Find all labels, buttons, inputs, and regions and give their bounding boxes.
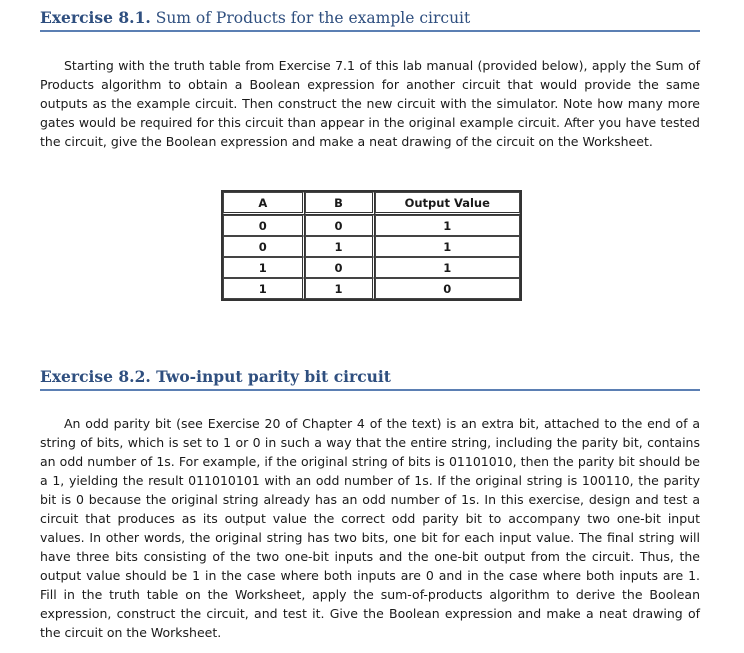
cell-a: 1 [223, 278, 305, 299]
truth-table-header-row [223, 192, 520, 215]
exercise-8-2-paragraph [40, 414, 700, 642]
exercise-8-1-heading [40, 8, 700, 32]
table-row [223, 278, 520, 299]
cell-output: 1 [375, 257, 521, 278]
cell-output: 1 [375, 236, 521, 257]
cell-b: 0 [305, 215, 375, 236]
exercise-8-1-body: Starting with the truth table from Exercise 7.1 of this lab manual (provided below), apply the Sum of Products algorithm to obtain a Boolean expression for another circuit that would provide the same outputs as the example circuit. Then construct the new circuit with the simulator. Note how many more gates would be required for this circuit than appear in the original example circuit. After you have tested the circuit, give the Boolean expression and make a neat drawing of the circuit on the Worksheet. [40, 58, 700, 149]
cell-a: 0 [223, 215, 305, 236]
table-row [223, 236, 520, 257]
cell-output: 0 [375, 278, 521, 299]
cell-output: 1 [375, 215, 521, 236]
column-header-output: Output Value [375, 192, 521, 215]
exercise-8-2-body: An odd parity bit (see Exercise 20 of Chapter 4 of the text) is an extra bit, attached to the end of a string of bits, which is set to 1 or 0 in such a way that the entire string, including the parity bit, contains an odd number of 1s. For example, if the original string of bits is 01101010, then the parity bit should be a 1, yielding the result 011010101 with an odd number of 1s. If the original string is 100110, the parity bit is 0 because the original string already has an odd number of 1s. In this exercise, design and test a circuit that produces as its output value the correct odd parity bit to accompany two one-bit input values. In other words, the original string has two bits, one bit for each input value. The final string will have three bits consisting of the two one-bit inputs and the one-bit output from the circuit. Thus, the output value should be 1 in the case where both inputs are 0 and in the case where both inputs are 1. Fill in the truth table on the Worksheet, apply the sum-of-products algorithm to derive the Boolean expression, construct the circuit, and test it. Give the Boolean expression and make a neat drawing of the circuit on the Worksheet. [40, 416, 700, 640]
table-row [223, 257, 520, 278]
column-header-a: A [223, 192, 305, 215]
truth-table [221, 190, 522, 301]
cell-b: 1 [305, 278, 375, 299]
exercise-8-2-heading: Exercise 8.2. Two-input parity bit circuit [40, 367, 700, 391]
cell-a: 0 [223, 236, 305, 257]
exercise-8-1-title: Sum of Products for the example circuit [155, 9, 471, 27]
exercise-8-1-number: Exercise 8.1. [40, 8, 151, 27]
cell-b: 0 [305, 257, 375, 278]
cell-a: 1 [223, 257, 305, 278]
cell-b: 1 [305, 236, 375, 257]
table-row [223, 215, 520, 236]
column-header-b: B [305, 192, 375, 215]
exercise-8-1-paragraph [40, 56, 700, 151]
